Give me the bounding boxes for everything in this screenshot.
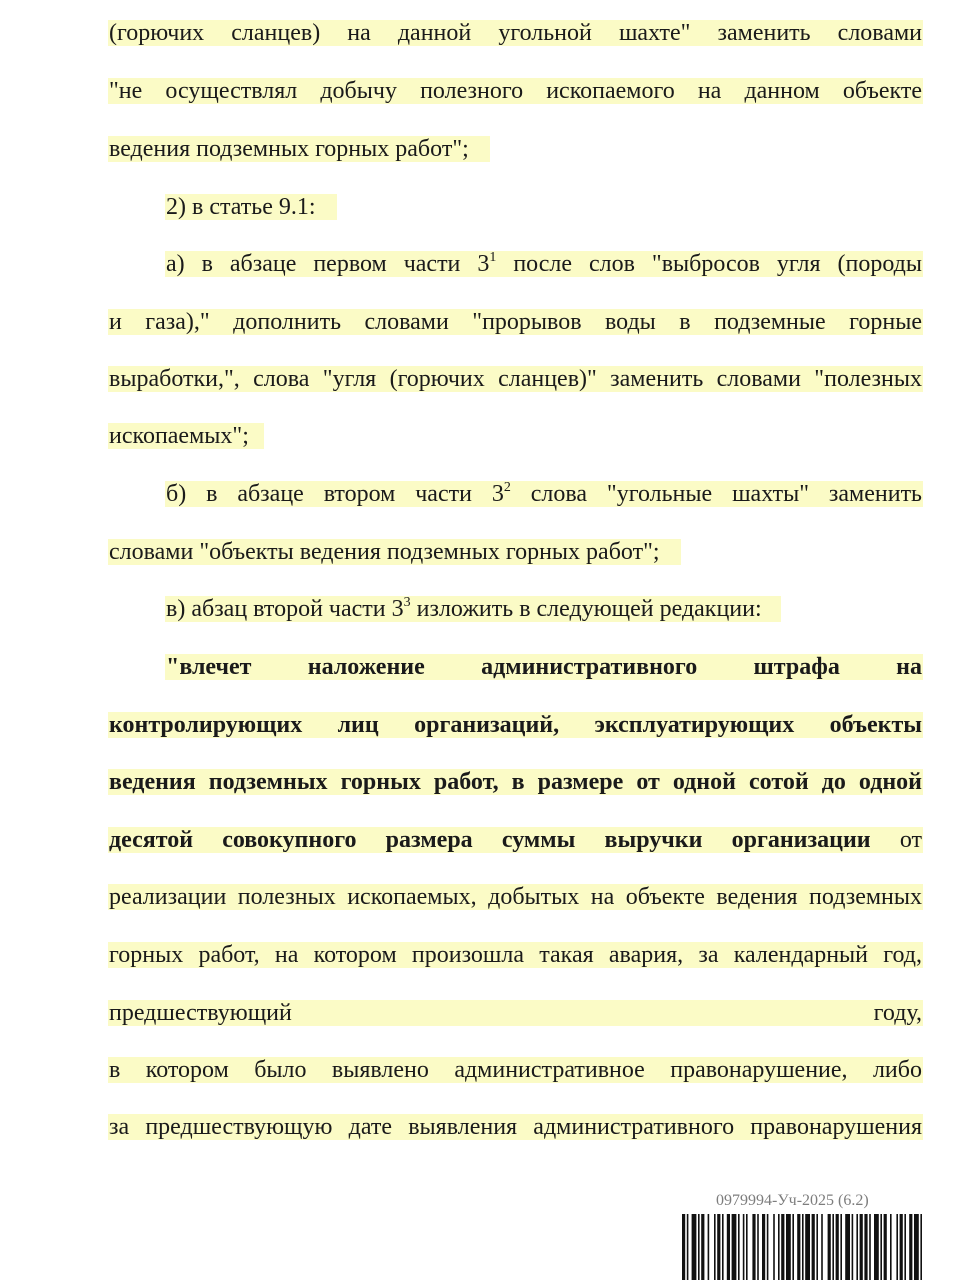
line-text: контролирующих лиц организаций, эксплуатирующих объекты [109, 712, 922, 738]
barcode-bar [708, 1214, 710, 1280]
barcode-bar [692, 1214, 697, 1280]
text-line [108, 1051, 923, 1089]
superscript: 1 [489, 250, 497, 265]
barcode-bar [904, 1214, 906, 1280]
line-text: реализации полезных ископаемых, добытых на объекте ведения подземных [109, 884, 922, 910]
barcode-bar [860, 1214, 863, 1280]
text-line [165, 590, 923, 628]
barcode-bar [797, 1214, 800, 1280]
text-line [108, 303, 923, 341]
barcode-bar [840, 1214, 842, 1280]
text-line [108, 72, 923, 110]
document-code: 0979994-Уч-2025 (6.2) [716, 1192, 869, 1209]
line-text: горных работ, на котором произошла такая авария, за календарный год, [109, 942, 922, 968]
quoted-text-line [108, 706, 923, 744]
barcode-bar [738, 1214, 740, 1280]
line-text: ведения подземных горных работ, в размере от одной сотой до одной [109, 769, 922, 795]
quoted-text-line [165, 648, 923, 686]
barcode-bar [880, 1214, 882, 1280]
line-text: "не осуществлял добычу полезного ископаемого на данном объекте [109, 78, 922, 104]
barcode-bar [816, 1214, 818, 1280]
line-text: в котором было выявлено административное правонарушение, либо [109, 1057, 922, 1083]
barcode-bar [896, 1214, 898, 1280]
barcode-icon [682, 1214, 923, 1280]
barcode-bar [714, 1214, 716, 1280]
barcode-bar [845, 1214, 850, 1280]
barcode-bar [778, 1214, 780, 1280]
barcode-bar [869, 1214, 871, 1280]
text-line [108, 417, 923, 455]
barcode-bar [856, 1214, 858, 1280]
barcode-bar [762, 1214, 765, 1280]
text-line [165, 245, 923, 283]
text-line [108, 1108, 923, 1146]
text-line [108, 130, 923, 168]
barcode-bar [727, 1214, 730, 1280]
barcode-bar [884, 1214, 887, 1280]
barcode-bar [852, 1214, 854, 1280]
text-line [108, 994, 923, 1032]
barcode-bar [792, 1214, 794, 1280]
barcode-bar [701, 1214, 704, 1280]
line-text: десятой совокупного размера суммы выручки организации от [109, 827, 922, 853]
barcode-bar [781, 1214, 784, 1280]
line-text: в) абзац второй части $3^3$ изложить в следующей редакции: [165, 596, 781, 622]
superscript: 2 [503, 480, 511, 495]
text-line [108, 936, 923, 974]
line-text: 2) в статье 9.1: [166, 194, 316, 220]
line-text: а) в абзаце первом части $3^1$ после слов "выбросов угля (породы [166, 250, 922, 277]
barcode-bar [752, 1214, 755, 1280]
barcode-bar [914, 1214, 919, 1280]
superscript: 3 [403, 595, 411, 610]
line-text: б) в абзаце втором части $3^2$ слова "угольные шахты" заменить [166, 480, 922, 507]
line-text: и газа)," дополнить словами "прорывов воды в подземные горные [109, 309, 922, 335]
line-text: предшествующий году, [109, 1000, 922, 1026]
quoted-text-line [108, 821, 923, 859]
line-text: ведения подземных горных работ"; [109, 136, 469, 162]
barcode-bar [767, 1214, 769, 1280]
text-line [165, 475, 923, 513]
text-line [108, 878, 923, 916]
barcode-bar [717, 1214, 720, 1280]
barcode-bar [821, 1214, 823, 1280]
line-text: выработки,", слова "угля (горючих сланцев)" заменить словами "полезных [109, 366, 922, 392]
barcode-bar [746, 1214, 748, 1280]
barcode-bar [909, 1214, 912, 1280]
line-text: словами "объекты ведения подземных горных работ"; [109, 539, 660, 565]
barcode-bar [786, 1214, 791, 1280]
barcode-bar [757, 1214, 759, 1280]
barcode-bar [874, 1214, 879, 1280]
barcode-bar [805, 1214, 810, 1280]
line-text: за предшествующую дате выявления административного правонарушения [109, 1114, 922, 1140]
barcode-bar [890, 1214, 892, 1280]
barcode-bar [864, 1214, 867, 1280]
barcode-bar [836, 1214, 839, 1280]
line-text: (горючих сланцев) на данной угольной шахте" заменить словами [109, 20, 922, 46]
barcode-bar [743, 1214, 745, 1280]
barcode-bar [832, 1214, 834, 1280]
text-line [108, 533, 923, 571]
barcode-bar [828, 1214, 831, 1280]
barcode-bar [900, 1214, 903, 1280]
barcode-bar [812, 1214, 815, 1280]
line-text: "влечет наложение административного штрафа на [166, 654, 922, 680]
barcode-bar [802, 1214, 804, 1280]
barcode-bar [773, 1214, 775, 1280]
barcode-bar [722, 1214, 724, 1280]
barcode-bar [920, 1214, 922, 1280]
barcode-bar [682, 1214, 685, 1280]
text-line [108, 360, 923, 398]
barcode-bar [687, 1214, 689, 1280]
barcode-bar [732, 1214, 737, 1280]
barcode-bar [698, 1214, 700, 1280]
line-text: ископаемых"; [109, 423, 249, 449]
text-line [108, 14, 923, 52]
quoted-text-line [108, 763, 923, 801]
item-heading [165, 188, 923, 226]
